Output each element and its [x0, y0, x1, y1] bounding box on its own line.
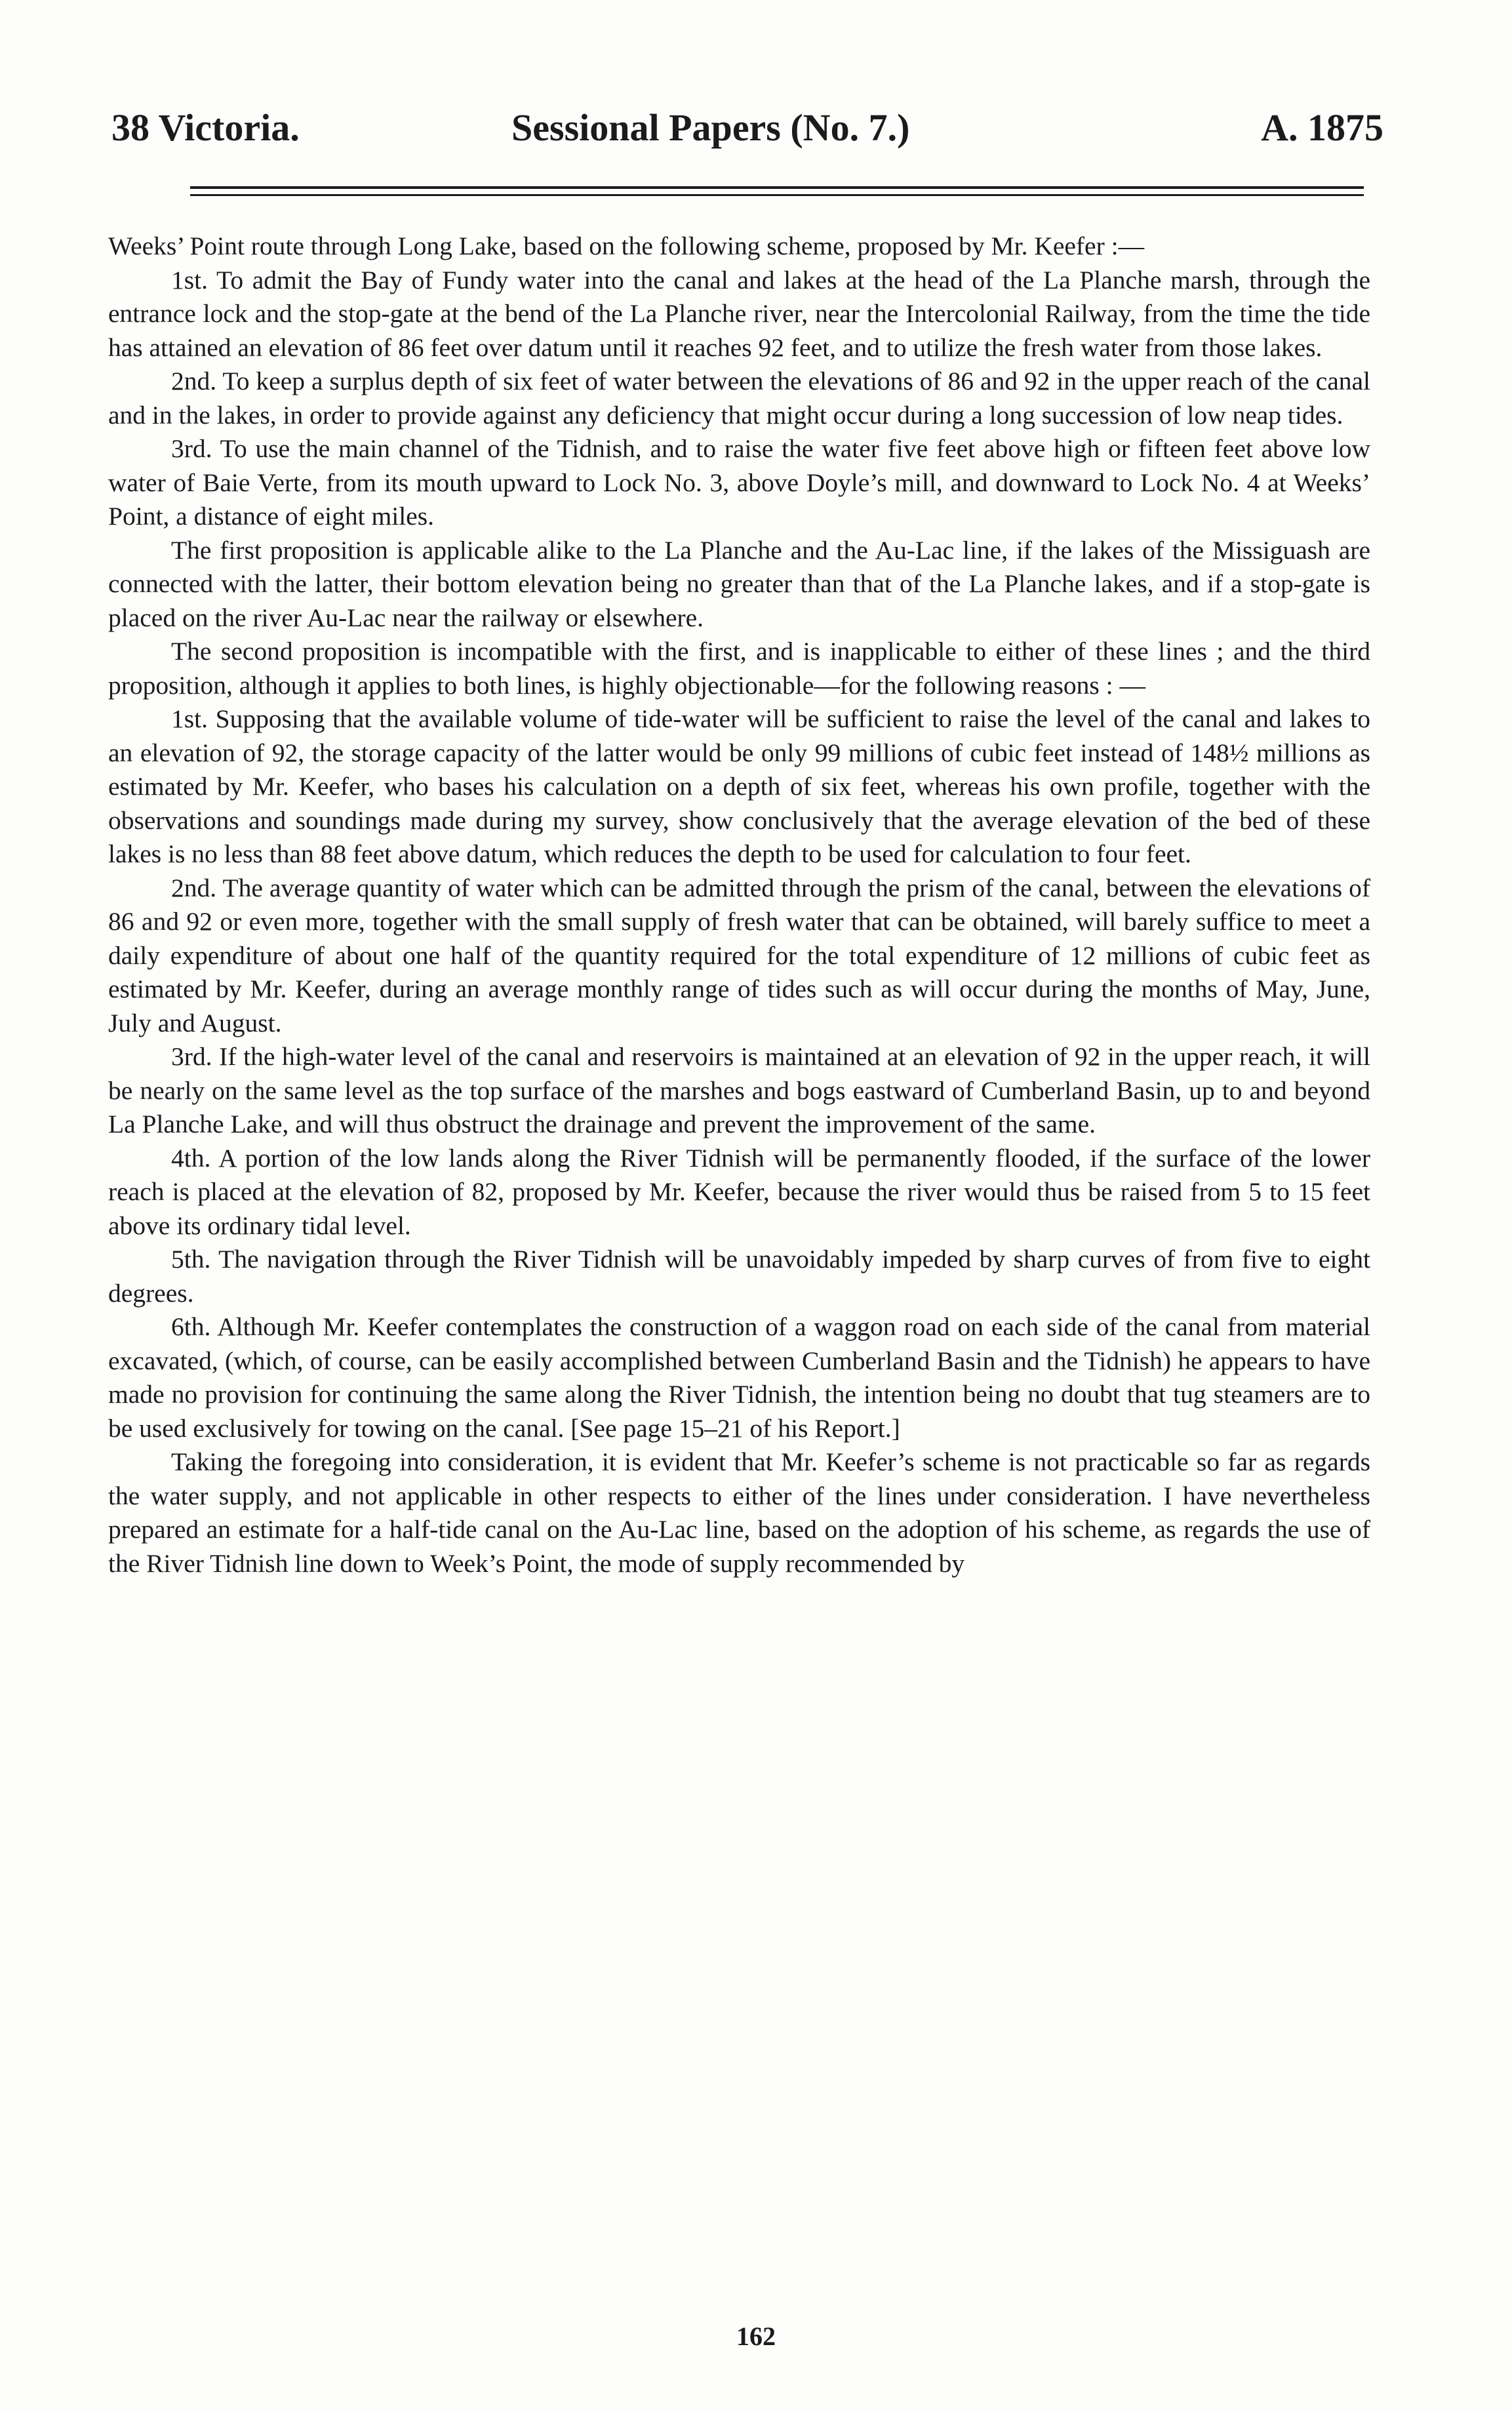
body-text: [108, 230, 1370, 1580]
paragraph: Weeks’ Point route through Long Lake, based on the following scheme, proposed by Mr. Keefer :—: [108, 231, 1145, 260]
paragraph: 3rd. If the high-water level of the canal and reservoirs is maintained at an elevation of 92 in the upper reach, it will be nearly on the same level as the top surface of the marshes and bogs eastward of Cumberland Basin, up to and beyond La Planche Lake, and will thus obstruct the drainage and prevent the improvement of the same.: [108, 1042, 1370, 1138]
header-volume: 38 Victoria.: [111, 106, 300, 149]
paragraph: 4th. A portion of the low lands along the River Tidnish will be permanently flooded, if the surface of the lower reach is placed at the elevation of 82, proposed by Mr. Keefer, because the river would thus be raised from 5 to 15 feet above its ordinary tidal level.: [108, 1143, 1370, 1240]
paragraph: The second proposition is incompatible with the first, and is inapplicable to either of these lines ; and the third proposition, although it applies to both lines, is highly objectionable—for the following reasons : —: [108, 637, 1370, 700]
header-rule-top: [190, 186, 1364, 189]
page-number: 162: [736, 2322, 776, 2351]
header-title: Sessional Papers (No. 7.): [511, 106, 910, 149]
paragraph: Taking the foregoing into consideration, it is evident that Mr. Keefer’s scheme is not practicable so far as regards the water supply, and not applicable in other respects to either of the lines under consideration. I have nevertheless prepared an estimate for a half-tide canal on the Au-Lac line, based on the adoption of his scheme, as regards the use of the River Tidnish line down to Week’s Point, the mode of supply recommended by: [108, 1447, 1370, 1578]
header-year: A. 1875: [1261, 106, 1383, 149]
paragraph: 5th. The navigation through the River Tidnish will be unavoidably impeded by sharp curves of from five to eight degrees.: [108, 1245, 1370, 1308]
header-rule-bottom: [190, 194, 1364, 196]
paragraph: 2nd. To keep a surplus depth of six feet of water between the elevations of 86 and 92 in the upper reach of the canal and in the lakes, in order to provide against any deficiency that might occur during a long succession of low neap tides.: [108, 367, 1370, 430]
paragraph: 3rd. To use the main channel of the Tidnish, and to raise the water five feet above high or fifteen feet above low water of Baie Verte, from its mouth upward to Lock No. 3, above Doyle’s mill, and downward to Lock No. 4 at Weeks’ Point, a distance of eight miles.: [108, 434, 1370, 531]
running-header: [111, 98, 1383, 157]
paragraph: 6th. Although Mr. Keefer contemplates the construction of a waggon road on each side of the canal from material excavated, (which, of course, can be easily accomplished between Cumberland Basin and the Tidnish) he appears to have made no provision for continuing the same along the River Tidnish, the intention being no doubt that tug steamers are to be used exclusively for towing on the canal. [See page 15–21 of his Report.]: [108, 1312, 1370, 1443]
paragraph: The first proposition is applicable alike to the La Planche and the Au-Lac line, if the lakes of the Missiguash are connected with the latter, their bottom elevation being no greater than that of the La Planche lakes, and if a stop-gate is placed on the river Au-Lac near the railway or elsewhere.: [108, 535, 1370, 632]
paragraph: 2nd. The average quantity of water which can be admitted through the prism of the canal, between the elevations of 86 and 92 or even more, together with the small supply of fresh water that can be obtained, will barely suffice to meet a daily expenditure of about one half of the quantity required for the total expenditure of 12 millions of cubic feet as estimated by Mr. Keefer, during an average monthly range of tides such as will occur during the months of May, June, July and August.: [108, 873, 1370, 1037]
paragraph: 1st. To admit the Bay of Fundy water into the canal and lakes at the head of the La Planche marsh, through the entrance lock and the stop-gate at the bend of the La Planche river, near the Intercolonial Railway, from the time the tide has attained an elevation of 86 feet over datum until it reaches 92 feet, and to utilize the fresh water from those lakes.: [108, 265, 1370, 362]
paragraph: 1st. Supposing that the available volume of tide-water will be sufficient to raise the level of the canal and lakes to an elevation of 92, the storage capacity of the latter would be only 99 millions of cubic feet instead of 148½ millions as estimated by Mr. Keefer, who bases his calculation on a depth of six feet, whereas his own profile, together with the observations and soundings made during my survey, show conclusively that the average elevation of the bed of these lakes is no less than 88 feet above datum, which reduces the depth to be used for calculation to four feet.: [108, 704, 1370, 868]
